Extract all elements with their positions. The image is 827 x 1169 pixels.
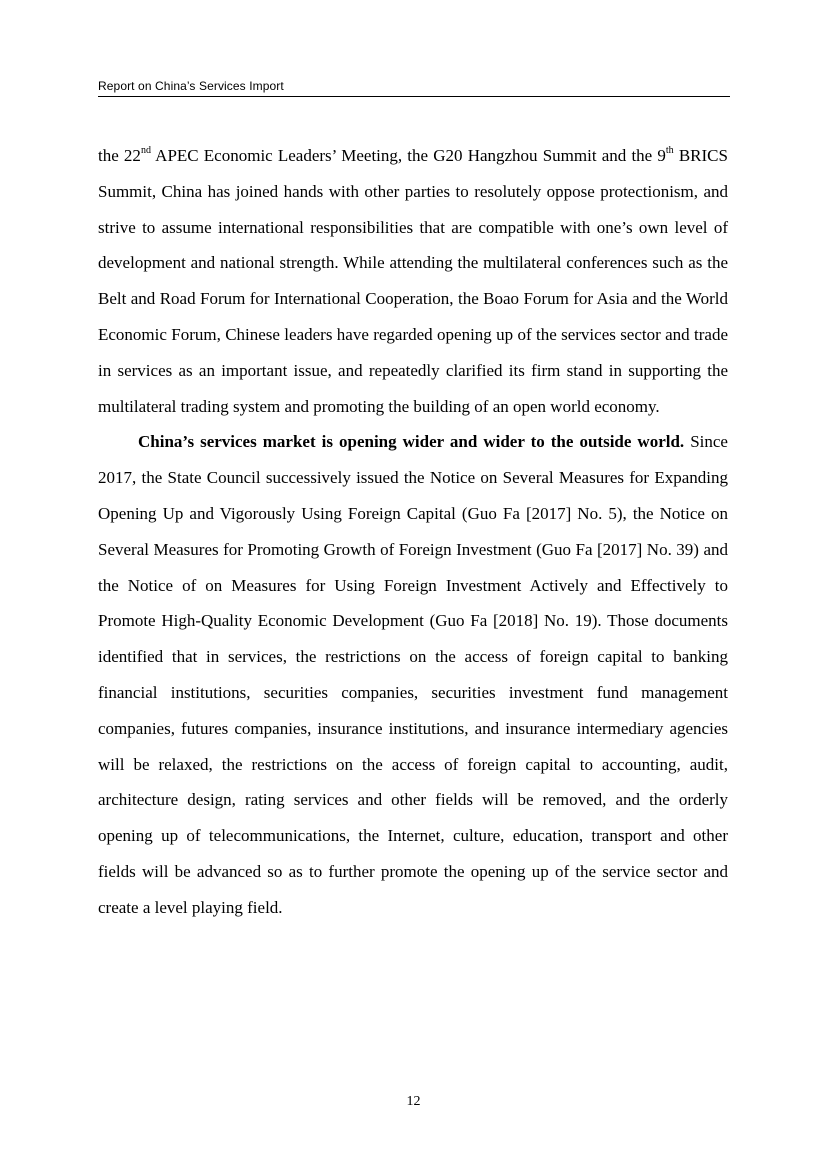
paragraph-summits-text-3: BRICS Summit, China has joined hands with other parties to resolutely oppose protectionism, and strive to assume international responsibilities that are compatible with one’s own level of development and national strength. While attending the multilateral conferences such as the Belt and Road Forum for International Cooperation, the Boao Forum for Asia and the World Economic Forum, Chinese leaders have regarded opening up of the services sector and trade in services as an important issue, and repeatedly clarified its firm stand in supporting the multilateral trading system and promoting the building of an open world economy. [98, 146, 728, 416]
paragraph-summits-text-2: APEC Economic Leaders’ Meeting, the G20 Hangzhou Summit and the 9 [150, 146, 666, 165]
main-text [98, 138, 728, 926]
page-number: 12 [406, 1094, 421, 1109]
paragraph-summits-text-1: the 22 [98, 146, 141, 165]
paragraph-services-market [98, 424, 728, 925]
running-header-title: Report on China’s Services Import [98, 79, 284, 93]
paragraph-services-market-text: Since 2017, the State Council successively issued the Notice on Several Measures for Expanding Opening Up and Vigorously Using Foreign Capital (Guo Fa [2017] No. 5), the Notice on Several Measures for Promoting Growth of Foreign Investment (Guo Fa [2017] No. 39) and the Notice of on Measures for Using Foreign Investment Actively and Effectively to Promote High-Quality Economic Development (Guo Fa [2018] No. 19). Those documents identified that in services, the restrictions on the access of foreign capital to banking financial institutions, securities companies, securities investment fund management companies, futures companies, insurance institutions, and insurance intermediary agencies will be relaxed, the restrictions on the access of foreign capital to accounting, audit, architecture design, rating services and other fields will be removed, and the orderly opening up of telecommunications, the Internet, culture, education, transport and other fields will be advanced so as to further promote the opening up of the service sector and create a level playing field. [98, 432, 728, 917]
superscript-nd: nd [140, 145, 151, 157]
paragraph-services-market-lead: China’s services market is opening wider and wider to the outside world. [138, 432, 685, 452]
paragraph-summits [98, 138, 728, 424]
superscript-th: th [665, 145, 674, 157]
running-header [98, 78, 730, 97]
